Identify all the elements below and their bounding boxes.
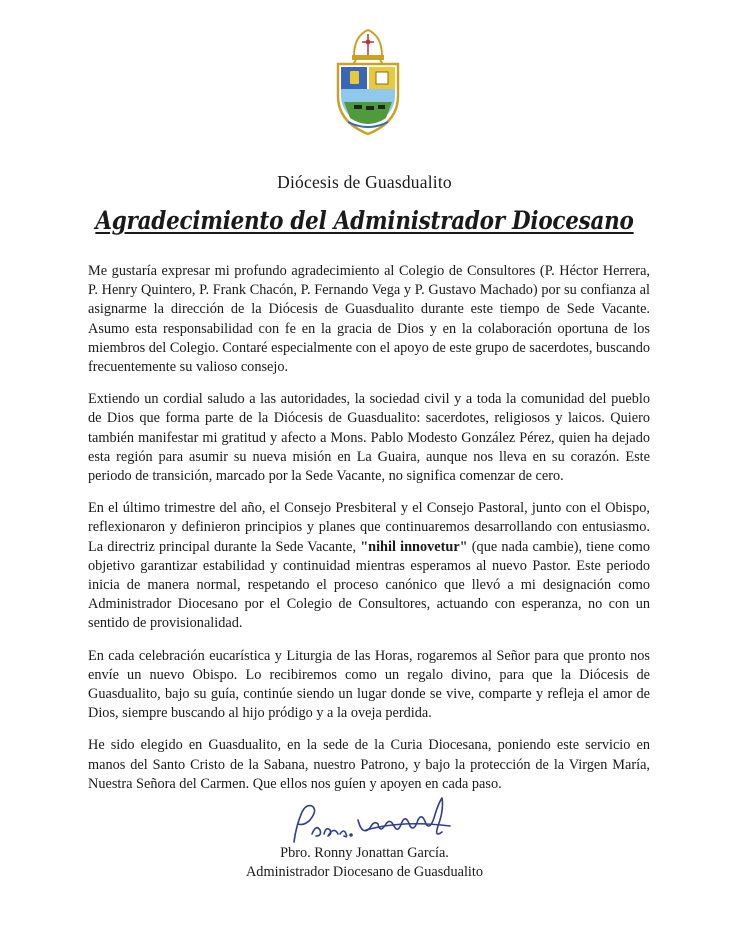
latin-phrase: "nihil innovetur": [360, 538, 468, 555]
paragraph-5: He sido elegido en Guasdualito, en la sede de la Curia Diocesana, poniendo este servicio en manos del Santo Cristo de la Sabana, nuestro Patrono, y bajo la protección de la Virgen María, Nuestra Señora del Carmen. Que ellos nos guíen y apoyen en cada paso.: [88, 737, 650, 792]
diocesan-coat-of-arms-icon: [326, 26, 410, 138]
diocese-name: Diócesis de Guasdualito: [277, 172, 452, 192]
paragraph-3-start: En el último trimestre del año, el Consejo Presbiteral y el Consejo Pastoral, junto con el Obispo, reflexionaron y definieron principios y planes que continuaremos desarrollando con entusiasmo. La directriz principal durante la Sede Vacante,: [88, 500, 650, 555]
signer-name: Pbro. Ronny Jonattan García.: [280, 845, 449, 861]
paragraph-4: En cada celebración eucarística y Liturgia de las Horas, rogaremos al Señor para que pronto nos envíe un nuevo Obispo. Lo recibiremos como un regalo divino, para que la Diócesis de Guasdualito, bajo su guía, continúe siendo un lugar donde se vive, comparte y refleja el amor de Dios, siempre buscando al hijo pródigo y a la oveja perdida.: [88, 647, 650, 722]
letter-body: [88, 262, 650, 807]
document-title: Agradecimiento del Administrador Diocesano: [95, 206, 634, 235]
paragraph-3: [88, 499, 650, 633]
paragraph-1: Me gustaría expresar mi profundo agradecimiento al Colegio de Consultores (P. Héctor Herrera, P. Henry Quintero, P. Frank Chacón, P. Fernando Vega y P. Gustavo Machado) por su confianza al asignarme la dirección de la Diócesis de Guasdualito durante este tiempo de Sede Vacante. Asumo esta responsabilidad con fe en la gracia de Dios y en la colaboración oportuna de los miembros del Colegio. Contaré especialmente con el apoyo de este grupo de sacerdotes, buscando frecuentemente su valioso consejo.: [88, 263, 650, 376]
paragraph-2: Extiendo un cordial saludo a las autoridades, la sociedad civil y a toda la comunidad del pueblo de Dios que forma parte de la Diócesis de Guasdualito: sacerdotes, religiosos y laicos. Quiero también manifestar mi gratitud y afecto a Mons. Pablo Modesto González Pérez, quien ha dejado esta región para asumir su nueva misión en La Guaira, aunque nos lleva en su corazón. Este periodo de transición, marcado por la Sede Vacante, no significa comenzar de cero.: [88, 391, 650, 485]
signer-role: Administrador Diocesano de Guasdualito: [245, 864, 484, 880]
paragraph-3-end: (que nada cambie), tiene como objetivo garantizar estabilidad y continuidad mientras esperamos al nuevo Pastor. Este periodo inicia de manera normal, respetando el proceso canónico que llevó a mi designación como Administrador Diocesano por el Colegio de Consultores, actuando con esperanza, no con un sentido de provisionalidad.: [88, 538, 650, 632]
